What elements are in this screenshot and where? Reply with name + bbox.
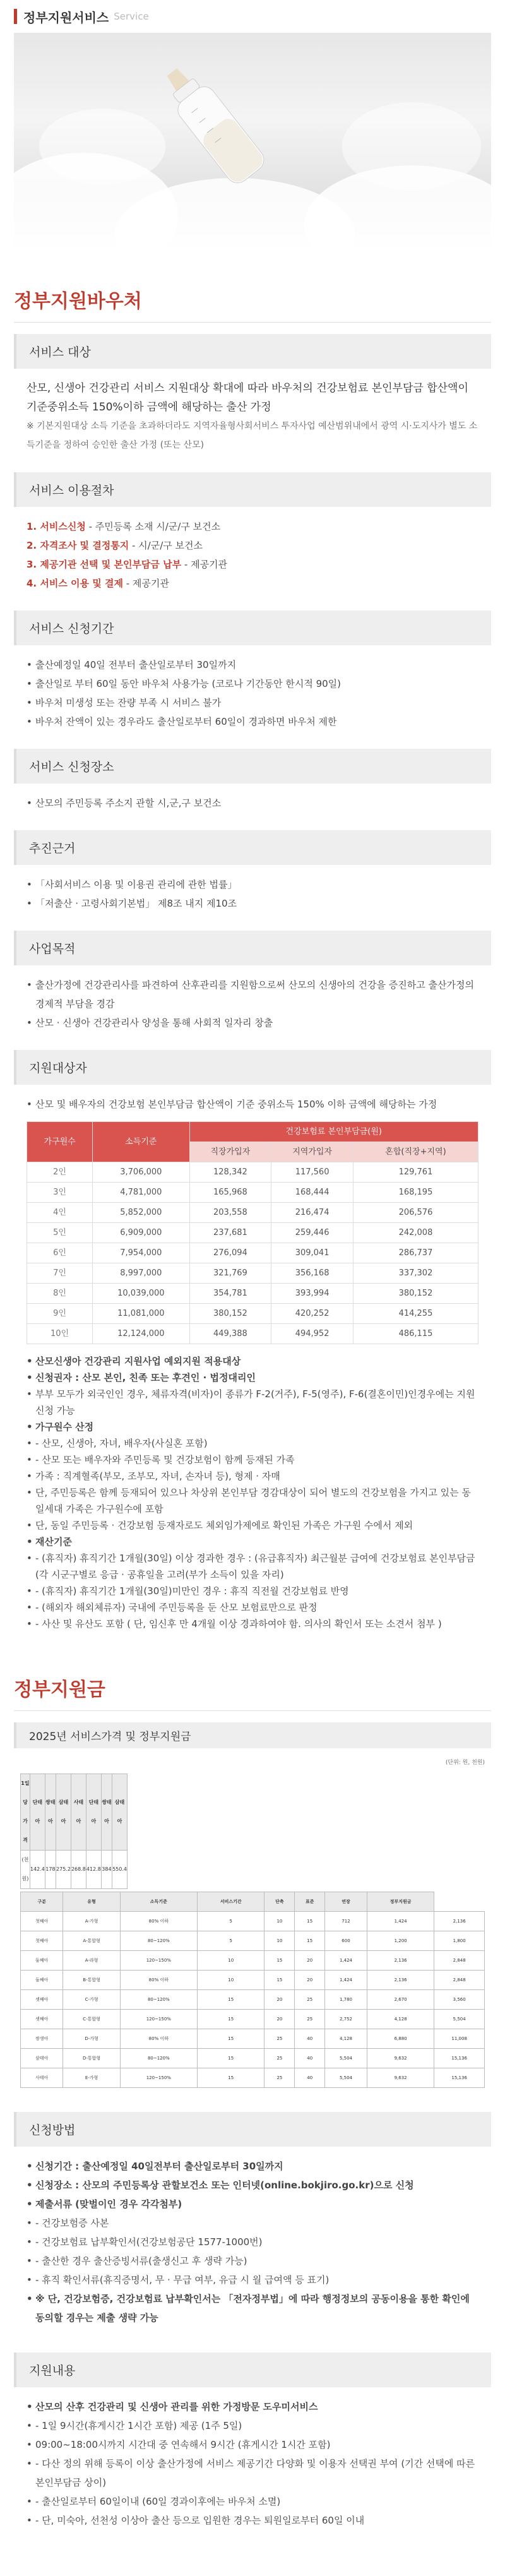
- table-header-cell: 소득기준: [120, 1892, 197, 1912]
- table-cell: 550.4: [112, 1851, 128, 1889]
- table-header-cell: 정부지원금: [367, 1892, 434, 1912]
- list-item: • - 다산 정의 위해 등록이 이상 출산가정에 서비스 제공기간 다양화 및 이용자 선택권 부여 (기간 선택에 따른 본인부담금 상이): [27, 2454, 478, 2492]
- table-cell: 168,444: [271, 1183, 354, 1203]
- table-header-cell: 단태아: [86, 1774, 101, 1851]
- table-cell: 첫째아: [21, 1931, 63, 1951]
- table-cell: 203,558: [189, 1203, 271, 1223]
- table-cell: 둘째아: [21, 1951, 63, 1971]
- list-item: • 「사회서비스 이용 및 이용권 관리에 관한 법률」: [27, 875, 478, 894]
- table-cell: 9인: [27, 1304, 93, 1324]
- table-header-cell: 유형: [63, 1892, 120, 1912]
- table-cell: 1,780: [325, 1990, 367, 2010]
- table-cell: 354,781: [189, 1284, 271, 1304]
- list-item: • 제출서류 (맞벌이인 경우 각각첨부): [27, 2195, 478, 2214]
- table-row: [27, 1203, 478, 1223]
- table-cell: 15,136: [434, 2068, 485, 2088]
- pricing-box: [14, 1722, 491, 2093]
- table-cell: 15: [264, 1951, 295, 1971]
- table-cell: 9,632: [367, 2049, 434, 2068]
- table-cell: 4,128: [325, 2029, 367, 2049]
- table-cell: 449,388: [189, 1324, 271, 1344]
- step-number: 4.: [27, 578, 40, 589]
- table-cell: 142.4: [30, 1851, 45, 1889]
- section-title-text: 정부지원바우처: [14, 290, 142, 313]
- table-cell: 5,504: [325, 2049, 367, 2068]
- col-mixed: 혼합(직장+지역): [353, 1142, 478, 1162]
- list-item: • 산모신생아 건강관리 지원사업 예외지원 적용대상: [27, 1353, 478, 1369]
- list-item: • 산모의 산후 건강관리 및 신생아 관리를 위한 가정방문 도우미서비스: [27, 2397, 478, 2416]
- table-row: [27, 1183, 478, 1203]
- table-cell: 276,094: [189, 1243, 271, 1263]
- table-cell: 165,968: [189, 1183, 271, 1203]
- table-cell: 178: [45, 1851, 56, 1889]
- box-heading: 서비스 신청기간: [14, 611, 491, 645]
- page-header: [0, 0, 505, 33]
- table-cell: 1,424: [325, 1971, 367, 1990]
- table-row: [21, 1990, 485, 2010]
- list-item: • 산모의 주민등록 주소지 관할 시,군,구 보건소: [27, 794, 478, 813]
- step-place: - 제공기관: [122, 578, 169, 589]
- procedure-box: [14, 472, 491, 599]
- table-cell: 380,152: [353, 1284, 478, 1304]
- service-target-text: 산모, 신생아 건강관리 서비스 지원대상 확대에 따라 바우처의 건강보험료 본인부담금 합산액이 기준중위소득 150%이하 금액에 해당하는 출산 가정: [27, 382, 468, 414]
- table-cell: D-가형: [63, 2029, 120, 2049]
- table-cell: 삼태아: [21, 2049, 63, 2068]
- col-region: 지역가입자: [271, 1142, 354, 1162]
- table-header-cell: 단축: [264, 1892, 295, 1912]
- table-cell: 80% 이하: [120, 2029, 197, 2049]
- table-cell: C-가형: [63, 1990, 120, 2010]
- table-cell: 712: [325, 1912, 367, 1931]
- purpose-list: [27, 975, 478, 1032]
- table-cell: 8인: [27, 1284, 93, 1304]
- list-item: • 바우처 잔액이 있는 경우라도 출산일로부터 60일이 경과하면 바우처 제한: [27, 712, 478, 731]
- income-table: [27, 1121, 478, 1344]
- table-cell: 4,128: [367, 2010, 434, 2029]
- table-cell: 25: [264, 2029, 295, 2049]
- table-row: [27, 1263, 478, 1284]
- table-cell: 268.8: [71, 1851, 86, 1889]
- table-cell: 12,124,000: [93, 1324, 189, 1344]
- col-work: 직장가입자: [189, 1142, 271, 1162]
- table-cell: 2인: [27, 1162, 93, 1183]
- list-item: • 출산예정일 40일 전부터 출산일로부터 30일까지: [27, 655, 478, 674]
- table-row: [27, 1243, 478, 1263]
- table-cell: 8,997,000: [93, 1263, 189, 1284]
- table-cell: 2,752: [325, 2010, 367, 2029]
- step-number: 2.: [27, 540, 40, 551]
- eligibility-intro: • 산모 및 배우자의 건강보험 본인부담금 합산액이 기준 중위소득 150% 이하 금액에 해당하는 가정: [27, 1095, 478, 1114]
- table-row: [27, 1304, 478, 1324]
- table-cell: 11,081,000: [93, 1304, 189, 1324]
- table-cell: 7,954,000: [93, 1243, 189, 1263]
- table-cell: 309,041: [271, 1243, 354, 1263]
- list-item: • - (휴직자) 휴직기간 1개월(30일)미만인 경우 : 휴직 직전월 건강보험료 반영: [27, 1583, 478, 1599]
- table-cell: 5,504: [325, 2068, 367, 2088]
- step-name: 자격조사 및 결정통지: [40, 540, 129, 551]
- list-item: • ※ 단, 건강보험증, 건강보험료 납부확인서는 「전자정부법」에 따라 행정정보의 공동이용을 통한 확인에 동의할 경우는 제출 생략 가능: [27, 2289, 478, 2327]
- list-item: • 신청장소 : 산모의 주민등록상 관할보건소 또는 인터넷(online.bokjiro.go.kr)으로 신청: [27, 2176, 478, 2195]
- table-cell: 20: [295, 1951, 325, 1971]
- page-subtitle: Service: [114, 11, 149, 22]
- table-cell: 393,994: [271, 1284, 354, 1304]
- table-cell: 둘째아: [21, 1971, 63, 1990]
- list-item: • - 건강보험증 사본: [27, 2214, 478, 2233]
- list-item: • 단, 주민등록은 함께 등재되어 있으나 차상위 본인부담 경감대상이 되어 별도의 건강보험을 가지고 있는 동일세대 가족은 가구원수에 포함: [27, 1484, 478, 1517]
- table-cell: 9,632: [367, 2068, 434, 2088]
- table-cell: 80~120%: [120, 1931, 197, 1951]
- table-cell: 10인: [27, 1324, 93, 1344]
- how-list: [27, 2157, 478, 2327]
- table-row: [21, 1931, 485, 1951]
- table-cell: (천원): [21, 1851, 30, 1889]
- table-header-cell: 서비스기간: [197, 1892, 264, 1912]
- table-cell: 사태아: [21, 2068, 63, 2088]
- table-cell: 40: [295, 2029, 325, 2049]
- list-item: • - 출산한 경우 출산증빙서류(출생신고 후 생략 가능): [27, 2251, 478, 2270]
- col-income: 소득기준: [93, 1122, 189, 1162]
- table-cell: A-라형: [63, 1951, 120, 1971]
- table-cell: 셋째아: [21, 2010, 63, 2029]
- box-heading: 서비스 대상: [14, 334, 491, 369]
- table-cell: 120~150%: [120, 1951, 197, 1971]
- step-place: - 주민등록 소재 시/군/구 보건소: [85, 521, 221, 532]
- eligibility-box: [14, 1050, 491, 1638]
- table-cell: 5인: [27, 1223, 93, 1243]
- section-title-subsidy: [14, 1674, 491, 1711]
- table-row: [21, 1912, 485, 1931]
- procedure-step: [27, 555, 478, 574]
- box-heading: 2025년 서비스가격 및 정부지원금: [14, 1722, 491, 1748]
- list-item: • - (해외자 해외체류자) 국내에 주민등록을 둔 산모 보험료만으로 판정: [27, 1599, 478, 1616]
- step-place: - 시/군/구 보건소: [129, 540, 203, 551]
- table-cell: 337,302: [353, 1263, 478, 1284]
- table-cell: 600: [325, 1931, 367, 1951]
- table-cell: 10: [197, 1951, 264, 1971]
- list-item: • - 1일 9시간(휴게시간 1시간 포함) 제공 (1주 5일): [27, 2416, 478, 2435]
- basis-list: [27, 875, 478, 913]
- table-header-cell: 구분: [21, 1892, 63, 1912]
- table-cell: 414,255: [353, 1304, 478, 1324]
- table-cell: 25: [264, 2049, 295, 2068]
- table-cell: 2,670: [367, 1990, 434, 2010]
- period-box: [14, 611, 491, 737]
- table-header-cell: 연장: [325, 1892, 367, 1912]
- table-cell: 494,952: [271, 1324, 354, 1344]
- table-row: [21, 1951, 485, 1971]
- step-name: 서비스신청: [40, 521, 86, 532]
- step-number: 3.: [27, 559, 40, 570]
- place-list: [27, 794, 478, 813]
- page-title: 정부지원서비스: [23, 9, 109, 25]
- step-name: 제공기관 선택 및 본인부담금 납부: [40, 559, 182, 570]
- table-row: [21, 2049, 485, 2068]
- table-cell: 128,342: [189, 1162, 271, 1183]
- table-cell: 356,168: [271, 1263, 354, 1284]
- baby-bottle-icon: [145, 51, 281, 198]
- table-cell: 3,706,000: [93, 1162, 189, 1183]
- table-cell: 216,474: [271, 1203, 354, 1223]
- how-box: [14, 2112, 491, 2334]
- table-cell: A-가형: [63, 1912, 120, 1931]
- table-cell: 2,136: [367, 1951, 434, 1971]
- col-group: 건강보험료 본인부담금(원): [189, 1122, 478, 1142]
- table-header-cell: 삼태아: [112, 1774, 128, 1851]
- list-item: • 「저출산 · 고령사회기본법」 제8조 내지 제10조: [27, 894, 478, 913]
- basis-box: [14, 830, 491, 919]
- table-row: [21, 1971, 485, 1990]
- box-heading: 지원대상자: [14, 1050, 491, 1085]
- table-cell: 80~120%: [120, 2049, 197, 2068]
- table-cell: 206,576: [353, 1203, 478, 1223]
- table-cell: 80% 이하: [120, 1971, 197, 1990]
- table-cell: 20: [264, 1990, 295, 2010]
- list-item: • 신청권자 : 산모 본인, 친족 또는 후견인 · 법정대리인: [27, 1369, 478, 1386]
- hero-image: [14, 33, 491, 247]
- place-box: [14, 749, 491, 819]
- table-cell: 2,848: [434, 1951, 485, 1971]
- pricing-unit-note: (단위: 원, 천원): [445, 1760, 485, 1766]
- table-cell: 10: [264, 1931, 295, 1951]
- table-cell: 237,681: [189, 1223, 271, 1243]
- daily-price-table: [20, 1774, 128, 1889]
- table-row: [21, 2068, 485, 2088]
- table-cell: 380,152: [189, 1304, 271, 1324]
- service-target-note: ※ 기본지원대상 소득 기준을 초과하더라도 지역자율형사회서비스 투자사업 예산범위내에서 광역 시·도지사가 별도 소득기준을 정하여 승인한 출산 가정 (또는 산모): [27, 421, 478, 450]
- box-heading: 서비스 신청장소: [14, 749, 491, 784]
- procedure-step: [27, 574, 478, 593]
- table-header-cell: 쌍태아: [45, 1774, 56, 1851]
- table-cell: 25: [295, 1990, 325, 2010]
- period-list: [27, 655, 478, 731]
- table-row: [27, 1162, 478, 1183]
- list-item: • 출산가정에 건강관리사를 파견하여 산후관리를 지원함으로써 산모의 신생아의 건강을 증진하고 출산가정의 경제적 부담을 경감: [27, 975, 478, 1013]
- table-cell: 3,560: [434, 1990, 485, 2010]
- procedure-list: [27, 517, 478, 593]
- table-header-cell: 사태아: [71, 1774, 86, 1851]
- table-cell: 80~120%: [120, 1990, 197, 2010]
- table-cell: C-통합형: [63, 2010, 120, 2029]
- box-heading: 사업목적: [14, 931, 491, 965]
- table-cell: 321,769: [189, 1263, 271, 1284]
- table-cell: 3인: [27, 1183, 93, 1203]
- table-cell: D-통합형: [63, 2049, 120, 2068]
- support-list: [27, 2397, 478, 2530]
- table-cell: 20: [264, 2010, 295, 2029]
- table-cell: 15: [197, 1990, 264, 2010]
- table-cell: 4인: [27, 1203, 93, 1223]
- list-item: • 부부 모두가 외국인인 경우, 체류자격(비자)이 종류가 F-2(거주), F-5(영주), F-6(결혼이민)인경우에는 지원신청 가능: [27, 1386, 478, 1419]
- box-heading: 지원내용: [14, 2352, 491, 2387]
- table-cell: 5,852,000: [93, 1203, 189, 1223]
- table-cell: 15: [197, 2010, 264, 2029]
- list-item: • 바우처 미생성 또는 잔량 부족 시 서비스 불가: [27, 693, 478, 712]
- table-cell: 25: [264, 2068, 295, 2088]
- table-header-cell: 1일당가격: [21, 1774, 30, 1851]
- list-item: • - 사산 및 유산도 포함 ( 단, 임신후 만 4개월 이상 경과하여야 함. 의사의 확인서 또는 소견서 첨부 ): [27, 1616, 478, 1632]
- eligibility-list: [27, 1353, 478, 1632]
- procedure-step: [27, 517, 478, 536]
- box-heading: 추진근거: [14, 830, 491, 865]
- step-name: 서비스 이용 및 결제: [40, 578, 123, 589]
- table-cell: A-통합형: [63, 1931, 120, 1951]
- table-header-cell: 삼태아: [56, 1774, 71, 1851]
- table-cell: 6인: [27, 1243, 93, 1263]
- table-cell: 1,200: [367, 1931, 434, 1951]
- table-cell: 1,800: [434, 1931, 485, 1951]
- table-cell: 1,424: [367, 1912, 434, 1931]
- section-title-voucher: [14, 285, 491, 323]
- list-item: • 가구원수 산정: [27, 1419, 478, 1435]
- table-cell: 2,136: [367, 1971, 434, 1990]
- section-title-text: 정부지원금: [14, 1679, 105, 1701]
- list-item: • - 산모, 신생아, 자녀, 배우자(사실혼 포함): [27, 1435, 478, 1452]
- price-table: [20, 1892, 485, 2088]
- table-cell: 15: [295, 1912, 325, 1931]
- table-cell: 275.2: [56, 1851, 71, 1889]
- list-item: • 가족 : 직계혈족(부모, 조부모, 자녀, 손자녀 등), 형제 · 자매: [27, 1468, 478, 1484]
- table-cell: 486,115: [353, 1324, 478, 1344]
- table-cell: 384: [101, 1851, 112, 1889]
- list-item: • 산모 · 신생아 건강관리사 양성을 통해 사회적 일자리 창출: [27, 1013, 478, 1032]
- table-header-cell: 쌍태아: [101, 1774, 112, 1851]
- table-cell: 2,136: [434, 1912, 485, 1931]
- table-cell: 15: [197, 2029, 264, 2049]
- table-cell: 셋째아: [21, 1990, 63, 2010]
- table-cell: 242,008: [353, 1223, 478, 1243]
- table-row: [21, 2029, 485, 2049]
- table-cell: E-가형: [63, 2068, 120, 2088]
- table-header-cell: 표준: [295, 1892, 325, 1912]
- table-cell: 첫째아: [21, 1912, 63, 1931]
- table-cell: 4,781,000: [93, 1183, 189, 1203]
- table-cell: 10,039,000: [93, 1284, 189, 1304]
- list-item: • 단, 동일 주민등록 · 건강보험 등재자로도 체외임가제에로 확인된 가족은 가구원 수에서 제외: [27, 1517, 478, 1534]
- table-row: [21, 2010, 485, 2029]
- list-item: • 09:00~18:00시까지 시간대 중 연속해서 9시간 (휴게시간 1시간 포함): [27, 2435, 478, 2454]
- table-cell: 6,880: [367, 2029, 434, 2049]
- purpose-box: [14, 931, 491, 1039]
- table-cell: 259,446: [271, 1223, 354, 1243]
- list-item: • 신청기간 : 출산예정일 40일전부터 출산일로부터 30일까지: [27, 2157, 478, 2176]
- table-cell: 15: [264, 1971, 295, 1990]
- table-cell: 15: [197, 2068, 264, 2088]
- table-cell: 11,008: [434, 2029, 485, 2049]
- table-cell: 6,909,000: [93, 1223, 189, 1243]
- table-cell: 5,504: [434, 2010, 485, 2029]
- procedure-step: [27, 536, 478, 555]
- table-cell: 20: [295, 1971, 325, 1990]
- box-heading: 서비스 이용절차: [14, 472, 491, 507]
- header-accent-bar: [14, 9, 17, 24]
- table-cell: 286,737: [353, 1243, 478, 1263]
- table-cell: 쌍생아: [21, 2029, 63, 2049]
- table-cell: 40: [295, 2049, 325, 2068]
- table-cell: 129,761: [353, 1162, 478, 1183]
- support-box: [14, 2352, 491, 2536]
- list-item: • - (휴직자) 휴직기간 1개월(30일) 이상 경과한 경우 : (유급휴직자) 최근월분 급여에 건강보험료 본인부담금(각 시군구별로 응급 · 공휴일을 고려(부가 소득이 있을 자리): [27, 1550, 478, 1583]
- table-cell: 117,560: [271, 1162, 354, 1183]
- table-cell: 25: [295, 2010, 325, 2029]
- service-target-box: [14, 334, 491, 461]
- step-place: - 제공기관: [181, 559, 228, 570]
- box-heading: 신청방법: [14, 2112, 491, 2147]
- table-cell: 10: [264, 1912, 295, 1931]
- table-cell: 15: [295, 1931, 325, 1951]
- table-cell: 420,252: [271, 1304, 354, 1324]
- table-header-cell: 단태아: [30, 1774, 45, 1851]
- table-row: [27, 1223, 478, 1243]
- table-cell: 5: [197, 1931, 264, 1951]
- list-item: • 출산일로 부터 60일 동안 바우처 사용가능 (코로나 기간동안 한시적 90일): [27, 674, 478, 693]
- table-cell: 2,848: [434, 1971, 485, 1990]
- list-item: • - 산모 또는 배우자와 주민등록 및 건강보험이 함께 등재된 가족: [27, 1452, 478, 1468]
- step-number: 1.: [27, 521, 40, 532]
- table-cell: 15: [197, 2049, 264, 2068]
- table-cell: 7인: [27, 1263, 93, 1284]
- table-cell: 1,424: [325, 1951, 367, 1971]
- list-item: • - 건강보험료 납부확인서(건강보험공단 1577-1000번): [27, 2233, 478, 2251]
- table-row: [27, 1284, 478, 1304]
- table-row: [27, 1324, 478, 1344]
- list-item: • - 출산일로부터 60일이내 (60일 경과이후에는 바우처 소멸): [27, 2492, 478, 2511]
- list-item: • - 단, 미숙아, 선천성 이상아 출산 등으로 입원한 경우는 퇴원일로부터 60일 이내: [27, 2511, 478, 2530]
- table-cell: 40: [295, 2068, 325, 2088]
- table-cell: 120~150%: [120, 2010, 197, 2029]
- table-cell: 412.8: [86, 1851, 101, 1889]
- col-household: 가구원수: [27, 1122, 93, 1162]
- table-cell: 5: [197, 1912, 264, 1931]
- table-cell: 120~150%: [120, 2068, 197, 2088]
- table-cell: 10: [197, 1971, 264, 1990]
- table-cell: 80% 이하: [120, 1912, 197, 1931]
- table-cell: B-통합형: [63, 1971, 120, 1990]
- list-item: • - 휴직 확인서류(휴직증명서, 무 · 무급 여부, 유급 시 월 급여액 등 표기): [27, 2270, 478, 2289]
- table-cell: 15,136: [434, 2049, 485, 2068]
- table-cell: 168,195: [353, 1183, 478, 1203]
- list-item: • 재산기준: [27, 1534, 478, 1550]
